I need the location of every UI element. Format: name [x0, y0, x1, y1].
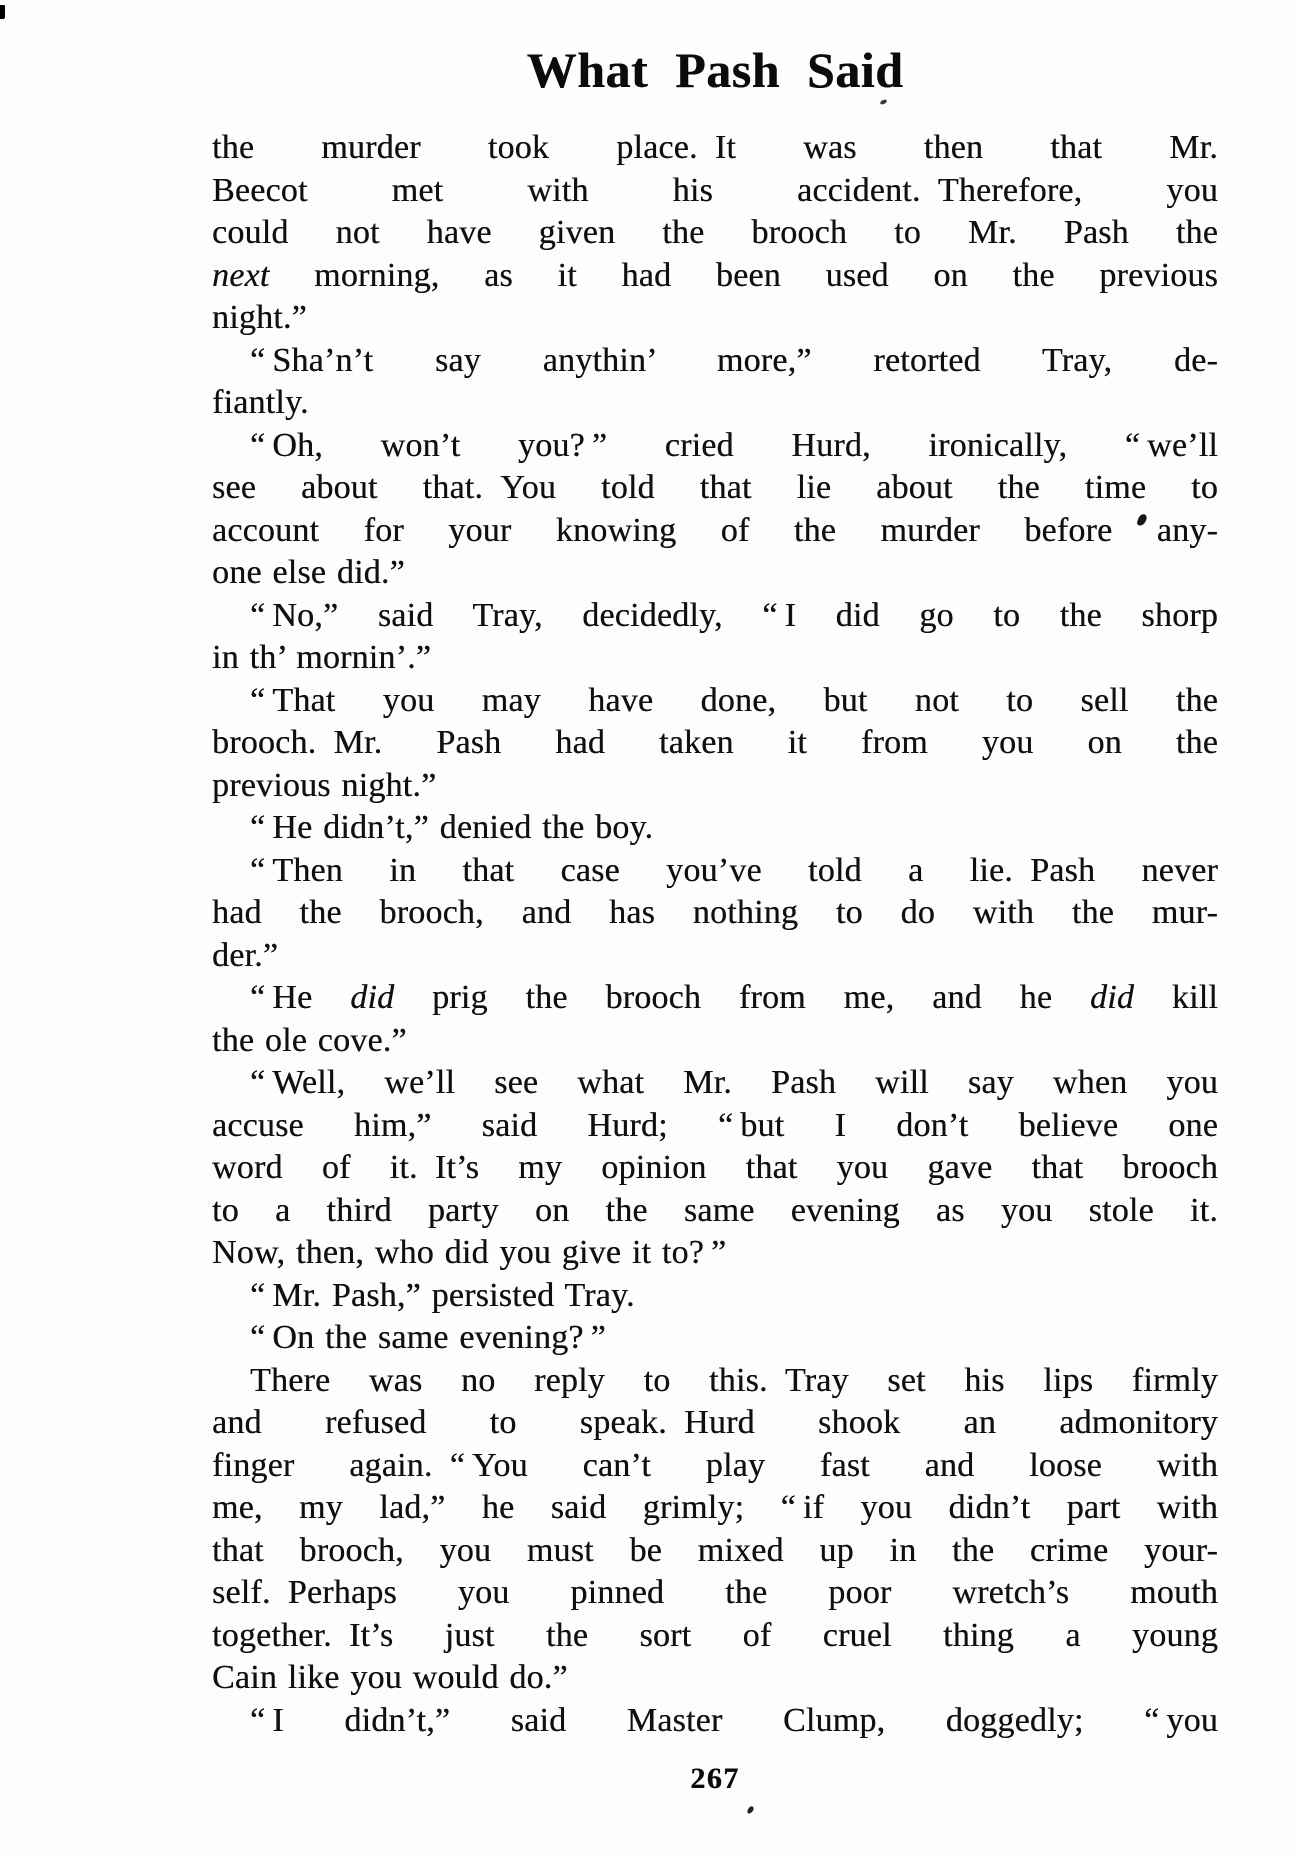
page-number: 267 [690, 1762, 740, 1795]
text-line: der.” [212, 936, 279, 974]
text-line: could not have given the brooch to Mr. Pash the [212, 214, 1218, 251]
text-line: “ I didn’t,” said Master Clump, doggedly; “ you [250, 1701, 1218, 1739]
text-line: “ That you may have done, but not to sell the [250, 681, 1218, 719]
text-line: in th’ mornin’.” [212, 639, 432, 676]
text-line: brooch. Mr. Pash had taken it from you on the [212, 724, 1218, 761]
running-header: What Pash Said [526, 42, 904, 98]
text-line: “ Mr. Pash,” persisted Tray. [250, 1276, 635, 1314]
text-line: “ On the same evening? ” [250, 1319, 606, 1356]
text-line: that brooch, you must be mixed up in the crime your- [212, 1531, 1218, 1569]
scan-artifact-speck [746, 1805, 754, 1814]
text-line: account for your knowing of the murder before any- [212, 511, 1218, 549]
page-text [212, 127, 1218, 1742]
text-line: had the brooch, and has nothing to do with the mur- [212, 894, 1218, 931]
text-line: “ Oh, won’t you? ” cried Hurd, ironically, “ we’ll [250, 426, 1218, 464]
scan-artifact-corner [0, 5, 5, 19]
text-line: previous night.” [212, 766, 437, 804]
text-line: “ Then in that case you’ve told a lie. Pash never [250, 851, 1218, 889]
text-line: finger again. “ You can’t play fast and loose with [212, 1446, 1218, 1484]
text-line: see about that. You told that lie about the time to [212, 469, 1218, 506]
text-line: fiantly. [212, 384, 309, 421]
text-line: There was no reply to this. Tray set his lips firmly [250, 1361, 1218, 1399]
text-line: and refused to speak. Hurd shook an admonitory [212, 1404, 1218, 1441]
text-line: me, my lad,” he said grimly; “ if you didn’t part with [212, 1489, 1218, 1526]
text-line: “ Sha’n’t say anythin’ more,” retorted Tray, de- [250, 341, 1218, 379]
text-line: “ No,” said Tray, decidedly, “ I did go to the shorp [250, 596, 1218, 634]
text-line: “ Well, we’ll see what Mr. Pash will say when you [250, 1064, 1218, 1101]
text-line: Now, then, who did you give it to? ” [212, 1234, 727, 1271]
text-line: “ He did prig the brooch from me, and he did kill [250, 979, 1218, 1016]
text-line: word of it. It’s my opinion that you gave that brooch [212, 1149, 1218, 1186]
text-line: accuse him,” said Hurd; “ but I don’t believe one [212, 1106, 1218, 1144]
text-line: to a third party on the same evening as you stole it. [212, 1191, 1218, 1229]
text-line: Cain like you would do.” [212, 1659, 568, 1696]
text-line: one else did.” [212, 554, 405, 591]
text-line: together. It’s just the sort of cruel thing a young [212, 1616, 1218, 1654]
text-line: night.” [212, 299, 307, 336]
text-line: next morning, as it had been used on the previous [212, 256, 1218, 294]
text-line: the murder took place. It was then that Mr. [212, 129, 1218, 166]
text-line: the ole cove.” [212, 1021, 407, 1059]
text-line: “ He didn’t,” denied the boy. [250, 809, 654, 846]
scan-artifact-speck [879, 99, 887, 106]
text-line: Beecot met with his accident. Therefore, you [212, 171, 1218, 209]
text-line: self. Perhaps you pinned the poor wretch’s mouth [212, 1574, 1218, 1611]
